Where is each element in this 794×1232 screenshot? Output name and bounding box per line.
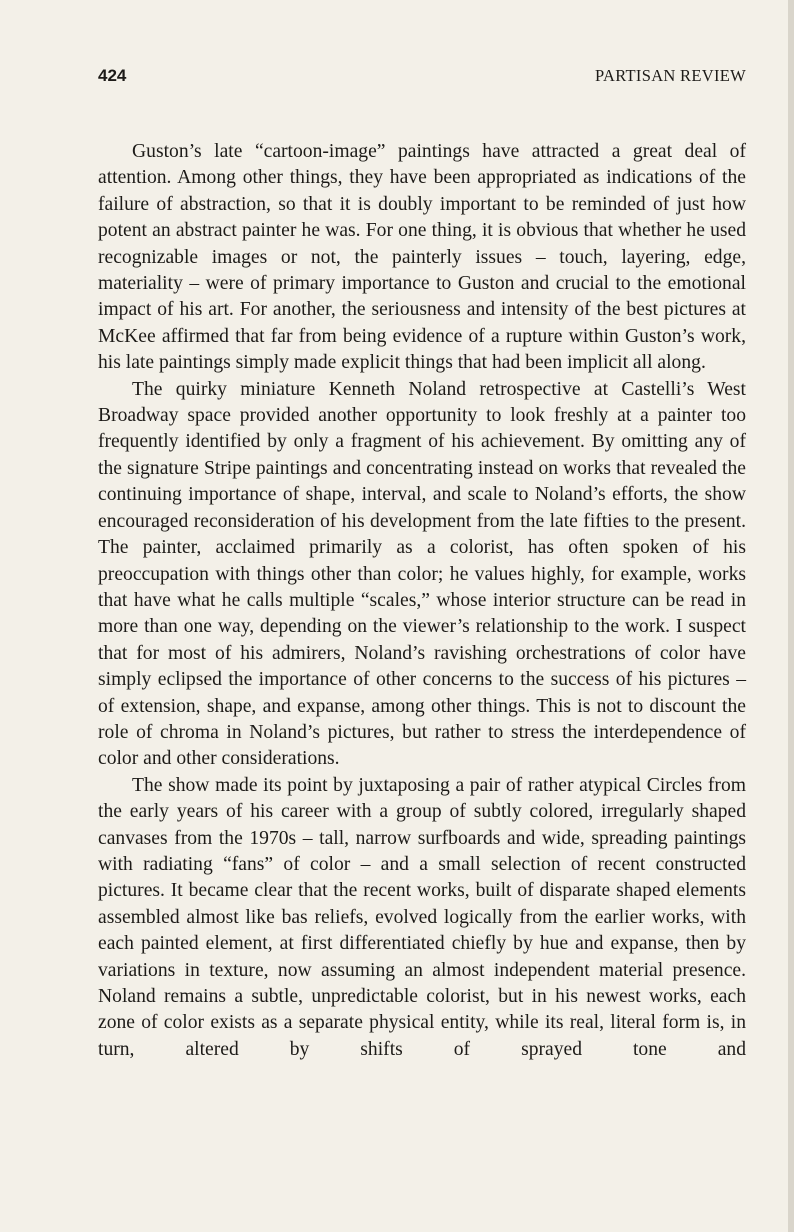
page-number: 424 [98, 66, 127, 85]
paragraph: The quirky miniature Kenneth Noland retrospective at Castelli’s West Broadway space provided another opportunity to look freshly at a painter too frequently identified by only a fragment of his achievement. By omitting any of the signature Stripe paintings and concentrating instead on works that revealed the continuing importance of shape, interval, and scale to Noland’s efforts, the show encouraged reconsideration of his development from the late fifties to the present. The painter, acclaimed primarily as a colorist, has often spoken of his preoccupation with things other than color; he values highly, for example, works that have what he calls multiple “scales,” whose interior structure can be read in more than one way, depending on the viewer’s relationship to the work. I suspect that for most of his admirers, Noland’s ravishing orchestrations of color have simply eclipsed the importance of other concerns to the success of his pictures – of extension, shape, and expanse, among other things. This is not to discount the role of chroma in Noland’s pictures, but rather to stress the interdependence of color and other considerations. [98, 378, 746, 770]
paragraph: Guston’s late “cartoon-image” paintings have attracted a great deal of attention. Among other things, they have been appropriated as indications of the failure of abstraction, so that it is doubly important to be reminded of just how potent an abstract painter he was. For one thing, it is obvious that whether he used recognizable images or not, the painterly issues – touch, layering, edge, materiality – were of primary importance to Guston and crucial to the emotional impact of his art. For another, the seriousness and intensity of the best pictures at McKee affirmed that far from being evidence of a rupture within Guston’s work, his late paintings simply made explicit things that had been implicit all along. [98, 141, 746, 374]
running-head: PARTISAN REVIEW [595, 66, 746, 85]
page-header [98, 66, 746, 96]
paragraph: The show made its point by juxtaposing a pair of rather atypical Circles from the early years of his career with a group of subtly colored, irregularly shaped canvases from the 1970s – tall, narrow surfboards and wide, spreading paintings with radiating “fans” of color – and a small selection of recent constructed pictures. It became clear that the recent works, built of disparate shaped elements assembled almost like bas reliefs, evolved logically from the earlier works, with each painted element, at first differentiated chiefly by hue and expanse, then by variations in texture, now assuming an almost independent material presence. Noland remains a subtle, unpredictable colorist, but in his newest works, each zone of color exists as a separate physical entity, while its real, literal form is, in turn, altered by shifts of sprayed tone and [98, 774, 746, 1060]
body-text [98, 139, 746, 1063]
page-edge [788, 0, 794, 1232]
